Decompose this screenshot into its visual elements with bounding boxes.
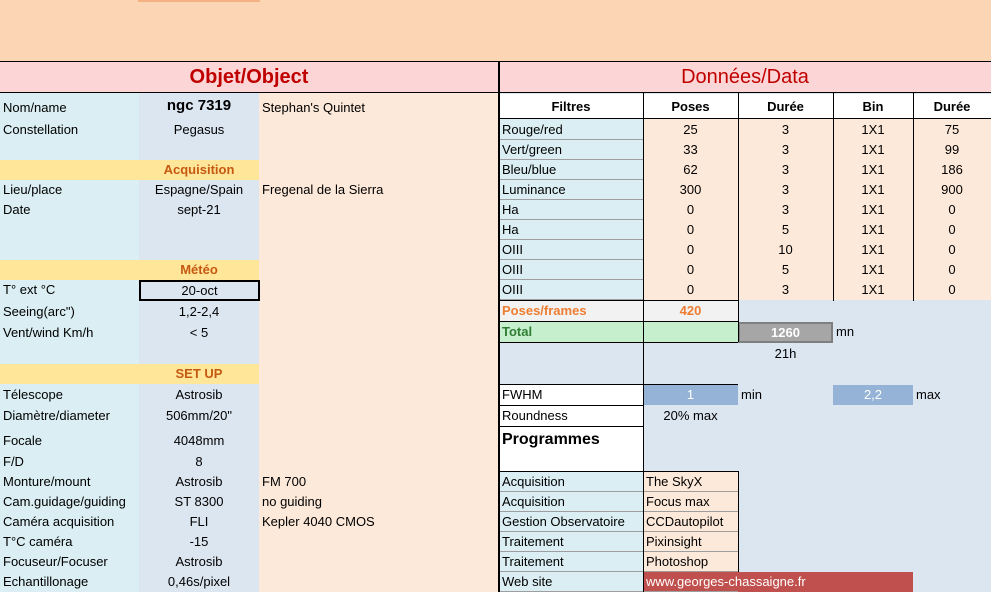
telescope-value: Astrosib [175, 387, 223, 402]
data-value-cell: 3 [781, 182, 790, 197]
header-filters: Filtres [551, 99, 591, 114]
program-name: CCDautopilot [646, 514, 724, 529]
constellation-label: Constellation [3, 122, 79, 137]
filter-name-cell: Vert/green [502, 142, 562, 157]
program-category: Traitement [502, 554, 564, 569]
program-category: Acquisition [502, 494, 565, 509]
data-value-cell: 62 [683, 162, 698, 177]
website-link[interactable]: www.georges-chassaigne.fr [646, 574, 806, 589]
program-category: Traitement [502, 534, 564, 549]
place-value: Espagne/Spain [154, 182, 244, 197]
program-category: Acquisition [502, 474, 565, 489]
header-duration: Durée [767, 99, 804, 114]
meteo-header: Météo [180, 262, 218, 277]
data-value-cell: 33 [683, 142, 698, 157]
temp-value-selected-cell[interactable]: 20-oct [139, 280, 260, 301]
focal-value: 4048mm [173, 433, 225, 448]
data-value-cell: 1X1 [861, 282, 885, 297]
total-label: Total [502, 324, 533, 339]
data-value-cell: 1X1 [861, 242, 885, 257]
data-value-cell: 900 [941, 182, 963, 197]
camtemp-label: T°C caméra [3, 534, 73, 549]
total-row [499, 322, 738, 342]
date-label: Date [3, 202, 31, 217]
data-value-cell: 75 [944, 122, 960, 137]
data-value-cell: 0 [686, 262, 695, 277]
fwhm-min-label: min [741, 387, 762, 402]
data-value-cell: 0 [686, 202, 695, 217]
data-value-cell: 1X1 [861, 222, 885, 237]
mount-label: Monture/mount [3, 474, 91, 489]
data-value-cell: 3 [781, 142, 790, 157]
data-value-cell: 0 [948, 242, 956, 257]
focal-label: Focale [3, 433, 43, 448]
camera-extra: Kepler 4040 CMOS [262, 514, 375, 529]
guide-extra: no guiding [262, 494, 322, 509]
telescope-label: Télescope [3, 387, 63, 402]
setup-header: SET UP [175, 366, 223, 381]
name-value: ngc 7319 [166, 97, 232, 114]
data-value-cell: 1X1 [861, 162, 885, 177]
data-value-cell: 3 [781, 202, 790, 217]
total-hours: 21h [774, 346, 797, 361]
data-value-cell: 0 [948, 222, 956, 237]
data-value-cell: 1X1 [861, 122, 885, 137]
diameter-label: Diamètre/diameter [3, 408, 110, 423]
data-value-cell: 10 [778, 242, 793, 257]
sampling-label: Echantillonage [3, 574, 89, 589]
total-unit: mn [836, 324, 855, 339]
name-extra: Stephan's Quintet [262, 100, 365, 115]
roundness-label: Roundness [502, 408, 568, 423]
fd-label: F/D [3, 454, 24, 469]
constellation-value: Pegasus [173, 122, 225, 137]
camera-label: Caméra acquisition [3, 514, 115, 529]
program-category: Web site [502, 574, 553, 589]
mount-value: Astrosib [175, 474, 223, 489]
filter-name-cell: Bleu/blue [502, 162, 557, 177]
data-value-cell: 25 [683, 122, 698, 137]
data-value-cell: 1X1 [861, 262, 885, 277]
data-value-cell: 0 [686, 222, 695, 237]
object-title: Objet/Object [0, 62, 498, 92]
temp-label: T° ext °C [3, 282, 56, 297]
data-value-cell: 3 [781, 122, 790, 137]
program-name: Pixinsight [646, 534, 702, 549]
fwhm-label: FWHM [502, 387, 543, 402]
top-band [0, 0, 991, 61]
data-value-cell: 0 [686, 242, 695, 257]
header-frames: Poses [671, 99, 710, 114]
header-bin: Bin [862, 99, 884, 114]
place-extra: Fregenal de la Sierra [262, 182, 384, 197]
fd-value: 8 [195, 454, 203, 469]
total-value: 1260 [738, 322, 833, 343]
frames-value: 420 [679, 303, 702, 318]
filter-name-cell: OIII [502, 262, 523, 277]
guide-value: ST 8300 [174, 494, 224, 509]
filter-name-cell: OIII [502, 242, 523, 257]
roundness-value: 20% max [663, 408, 718, 423]
data-value-cell: 300 [679, 182, 702, 197]
camtemp-value: -15 [189, 534, 209, 549]
name-label: Nom/name [3, 100, 67, 115]
data-value-cell: 0 [948, 202, 956, 217]
data-value-cell: 0 [948, 282, 956, 297]
data-value-cell: 1X1 [861, 202, 885, 217]
focuser-value: Astrosib [175, 554, 223, 569]
focuser-label: Focuseur/Focuser [3, 554, 108, 569]
program-category: Gestion Observatoire [502, 514, 625, 529]
top-selection-mark [138, 0, 260, 2]
wind-label: Vent/wind Km/h [3, 325, 94, 340]
frames-label: Poses/frames [502, 303, 587, 318]
program-name: Focus max [646, 494, 710, 509]
data-value-cell: 1X1 [861, 182, 885, 197]
filter-name-cell: Rouge/red [502, 122, 563, 137]
wind-value: < 5 [189, 325, 209, 340]
acquisition-header: Acquisition [163, 162, 235, 177]
sampling-value: 0,46s/pixel [167, 574, 231, 589]
data-value-cell: 3 [781, 162, 790, 177]
program-name: The SkyX [646, 474, 703, 489]
filter-name-cell: Luminance [502, 182, 566, 197]
place-label: Lieu/place [3, 182, 63, 197]
data-value-cell: 3 [781, 282, 790, 297]
filter-name-cell: Ha [502, 202, 519, 217]
data-title: Données/Data [499, 62, 991, 92]
header-total-duration: Durée [933, 99, 971, 114]
fwhm-min-value: 1 [643, 385, 738, 405]
data-value-cell: 5 [781, 262, 790, 277]
seeing-value: 1,2-2,4 [178, 304, 220, 319]
data-value-cell: 186 [941, 162, 963, 177]
data-value-cell: 0 [948, 262, 956, 277]
mount-extra: FM 700 [262, 474, 307, 489]
fwhm-max-value: 2,2 [833, 385, 913, 405]
filter-name-cell: Ha [502, 222, 519, 237]
data-value-cell: 0 [686, 282, 695, 297]
guide-label: Cam.guidage/guiding [3, 494, 126, 509]
programs-title: Programmes [502, 431, 600, 448]
camera-value: FLI [189, 514, 209, 529]
data-value-cell: 99 [944, 142, 960, 157]
date-value: sept-21 [177, 202, 221, 217]
seeing-label: Seeing(arc") [3, 304, 75, 319]
diameter-value: 506mm/20" [165, 408, 233, 423]
data-value-cell: 5 [781, 222, 790, 237]
program-name: Photoshop [646, 554, 709, 569]
fwhm-max-label: max [916, 387, 941, 402]
data-value-cell: 1X1 [861, 142, 885, 157]
filter-name-cell: OIII [502, 282, 523, 297]
